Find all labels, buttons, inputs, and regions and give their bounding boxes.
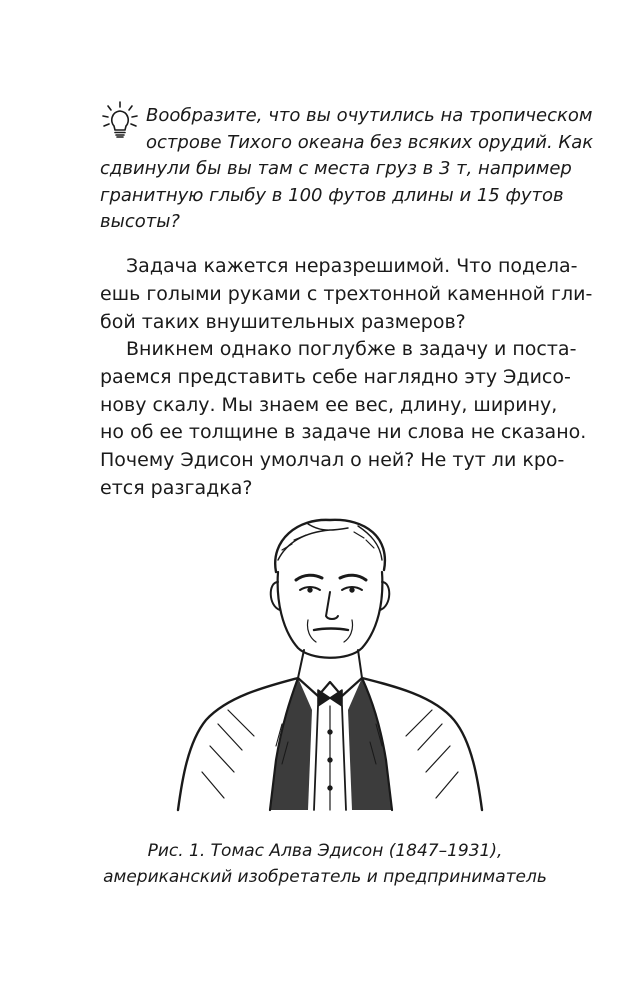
caption-line-2: американский изобретатель и предприниматель xyxy=(103,867,547,887)
paragraph-line: раемся представить себе наглядно эту Эдисо- xyxy=(100,365,571,388)
paragraph-line: ется разгадка? xyxy=(100,476,253,499)
task-line: высоты? xyxy=(100,211,180,232)
task-line: острове Тихого океана без всяких орудий. Как xyxy=(146,131,594,153)
task-block xyxy=(100,103,594,236)
paragraph-2 xyxy=(100,336,587,503)
paragraph-line: бой таких внушительных размеров? xyxy=(100,310,466,333)
caption-line-1: Рис. 1. Томас Алва Эдисон (1847–1931), xyxy=(147,841,503,861)
paragraph-1 xyxy=(100,253,593,336)
paragraph-line: Почему Эдисон умолчал о ней? Не тут ли кро- xyxy=(100,449,565,472)
edison-portrait xyxy=(158,510,498,820)
paragraph-line: Вникнем однако поглубже в задачу и поста- xyxy=(126,338,577,360)
task-line: гранитную глыбу в 100 футов длины и 15 футов xyxy=(100,184,564,206)
paragraph-line: ешь голыми руками с трехтонной каменной гли- xyxy=(100,282,593,305)
paragraph-line: нову скалу. Мы знаем ее вес, длину, ширину, xyxy=(100,393,558,416)
task-line: Вообразите, что вы очутились на тропическом xyxy=(146,105,593,126)
paragraph-line: Задача кажется неразрешимой. Что подела- xyxy=(126,255,578,277)
paragraph-line: но об ее толщине в задаче ни слова не сказано. xyxy=(100,421,587,444)
task-line: сдвинули бы вы там с места груз в 3 т, например xyxy=(100,158,572,179)
figure-caption xyxy=(100,838,550,890)
